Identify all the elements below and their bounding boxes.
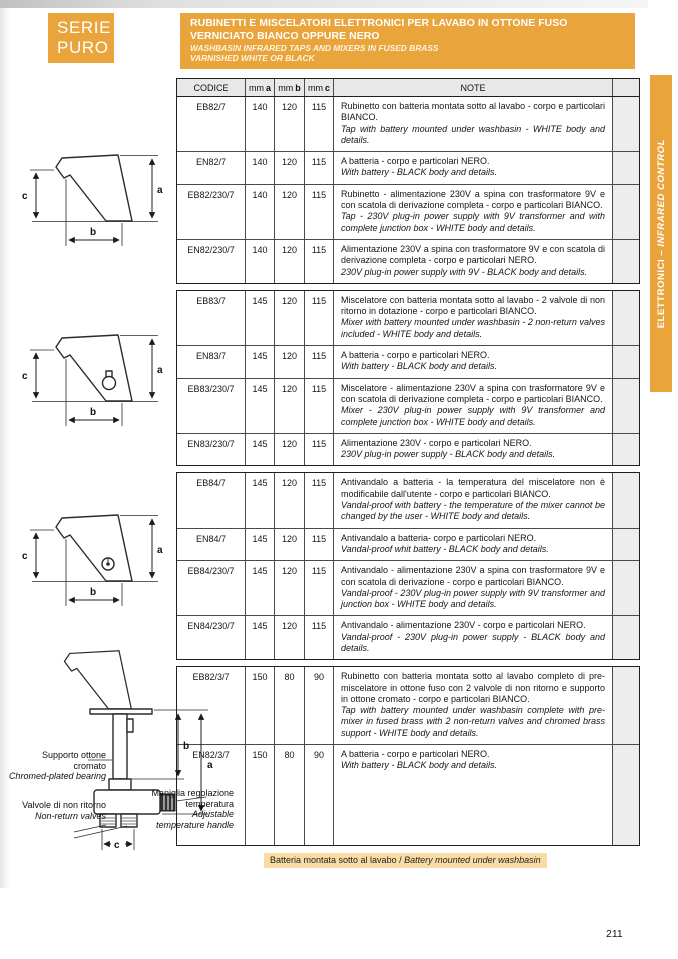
table-row [177, 345, 639, 378]
note-italian: Alimentazione 230V a spina con trasformatore 9V e con scatola di derivazione completa - corpo e particolari NERO. [341, 243, 605, 266]
mm-b-cell: 120 [274, 346, 304, 378]
mm-a-cell: 140 [245, 97, 274, 151]
table-row [177, 433, 639, 466]
header-mm-a: mm a [245, 79, 274, 96]
note-cell [333, 291, 612, 345]
mm-c-cell: 90 [304, 667, 333, 744]
mm-c-cell: 115 [304, 97, 333, 151]
page-number: 211 [606, 928, 623, 940]
table-group [176, 97, 640, 284]
mm-a-cell: 145 [245, 346, 274, 378]
valves-label [8, 800, 106, 821]
support-label-en: Chromed-plated bearing [8, 771, 106, 782]
header-empty [612, 79, 639, 96]
codice-cell: EN83/230/7 [187, 438, 235, 449]
table-row [177, 184, 639, 239]
faucet-diagram-basic [18, 145, 170, 317]
title-italian-line2: VERNICIATO BIANCO OPPURE NERO [190, 30, 380, 42]
table-group [176, 666, 640, 846]
mm-b-cell: 120 [274, 291, 304, 345]
mm-b-cell: 120 [274, 240, 304, 283]
empty-cell [612, 745, 639, 845]
mm-b-cell: 120 [274, 473, 304, 527]
table-row [177, 744, 639, 845]
mm-c-cell: 115 [304, 529, 333, 561]
note-cell [333, 185, 612, 239]
caption-sep: / [396, 855, 405, 865]
product-table [176, 78, 640, 846]
mm-b-cell: 80 [274, 745, 304, 845]
mm-c-cell: 115 [304, 473, 333, 527]
valves-label-it: Valvole di non ritorno [22, 800, 106, 810]
note-english: With battery - BLACK body and details. [341, 167, 497, 178]
mm-b-cell: 120 [274, 616, 304, 659]
caption-it: Batteria montata sotto al lavabo [270, 855, 397, 865]
mm-c-cell: 115 [304, 346, 333, 378]
handle-label-en: Adjustable temperature handle [155, 809, 234, 830]
empty-cell [612, 185, 639, 239]
note-english: Tap with battery mounted under washbasin - WHITE body and details. [341, 123, 605, 145]
table-row [177, 560, 639, 615]
series-line2: PURO [57, 38, 109, 57]
mm-c-cell: 115 [304, 379, 333, 433]
title-english-line2: VARNISHED WHITE OR BLACK [190, 53, 315, 64]
mm-a-cell: 145 [245, 616, 274, 659]
dim-b-label: b [183, 741, 190, 752]
note-english: 230V plug-in power supply with 9V - BLACK body and details. [341, 266, 588, 277]
series-label [48, 13, 114, 63]
empty-cell [612, 473, 639, 527]
note-english: Vandal-proof with battery - the temperature of the mixer cannot be changed by the user - WHITE body and details. [341, 500, 605, 522]
note-italian: Rubinetto con batteria montata sotto al lavabo - corpo e particolari BIANCO. [341, 101, 605, 123]
page-title [180, 13, 635, 69]
codice-cell: EN82/3/7 [192, 750, 230, 761]
codice-cell: EN82/7 [195, 157, 227, 168]
note-english: 230V plug-in power supply - BLACK body and details. [341, 449, 556, 460]
note-english: Vandal-proof - 230V plug-in power supply with 9V transformer and junction box - WHITE body and details. [341, 587, 605, 610]
note-english: Mixer with battery mounted under washbasin - 2 non-return valves included - WHITE body and details. [341, 317, 605, 339]
note-italian: Antivandalo a batteria - la temperatura del miscelatore non è modificabile dall'utente - corpo e particolari BIANCO. [341, 477, 605, 499]
dim-a-label: a [207, 760, 213, 771]
table-row [177, 291, 639, 345]
header-note: NOTE [333, 79, 612, 96]
dim-b-label: b [90, 407, 97, 418]
dim-c-label: c [114, 840, 120, 851]
category-label-en: INFRARED CONTROL [655, 138, 667, 247]
note-cell [333, 529, 612, 561]
battery-caption [264, 853, 547, 868]
empty-cell [612, 529, 639, 561]
note-italian: Antivandalo - alimentazione 230V a spina con trasformatore 9V e con scatola di derivazione - corpo e particolari BIANCO. [341, 565, 605, 587]
mm-b-cell: 120 [274, 529, 304, 561]
table-row [177, 528, 639, 561]
empty-cell [612, 240, 639, 283]
note-italian: Antivandalo a batteria- corpo e particolari NERO. [341, 532, 537, 543]
empty-cell [612, 346, 639, 378]
mm-a-cell: 145 [245, 473, 274, 527]
mm-a-cell: 140 [245, 240, 274, 283]
valves-label-en: Non-return valves [34, 810, 106, 821]
table-group [176, 290, 640, 467]
table-row [177, 151, 639, 184]
empty-cell [612, 561, 639, 615]
mm-a-cell: 150 [245, 667, 274, 744]
empty-cell [612, 152, 639, 184]
mm-c-cell: 115 [304, 152, 333, 184]
category-side-tab [650, 75, 672, 392]
mm-a-cell: 140 [245, 185, 274, 239]
header-mm-b: mm b [274, 79, 304, 96]
handle-label-it: Maniglia regolazione temperatura [151, 788, 234, 809]
note-italian: Miscelatore con batteria montata sotto al lavabo - 2 valvole di non ritorno in dotazione - corpo e particolari BIANCO. [341, 294, 605, 317]
note-cell [333, 97, 612, 151]
category-label [656, 139, 667, 328]
codice-cell: EB84/230/7 [187, 566, 235, 577]
codice-cell: EB84/7 [196, 478, 226, 489]
note-cell [333, 346, 612, 378]
mm-c-cell: 90 [304, 745, 333, 845]
mm-c-cell: 115 [304, 616, 333, 659]
note-cell [333, 561, 612, 615]
dim-c-label: c [22, 551, 28, 562]
table-row [177, 667, 639, 744]
note-english: Vandal-proof - 230V plug-in power supply - BLACK body and details. [341, 631, 605, 653]
note-english: Mixer - 230V plug-in power supply with 9V transformer and complete junction box - WHITE body and details. [341, 405, 605, 427]
mm-a-cell: 150 [245, 745, 274, 845]
codice-cell: EB83/230/7 [187, 383, 235, 394]
dim-a-label: a [157, 545, 163, 556]
codice-cell: EN83/7 [195, 351, 227, 362]
empty-cell [612, 291, 639, 345]
mm-c-cell: 115 [304, 291, 333, 345]
note-english: Vandal-proof whit battery - BLACK body and details. [341, 543, 549, 554]
note-cell [333, 667, 612, 744]
note-cell [333, 473, 612, 527]
support-label [8, 750, 106, 782]
mm-a-cell: 145 [245, 529, 274, 561]
support-label-it: Supporto ottone cromato [41, 750, 106, 771]
mm-c-cell: 115 [304, 185, 333, 239]
screw-dot [106, 562, 110, 566]
codice-cell: EN84/7 [195, 533, 227, 544]
table-row [177, 378, 639, 433]
mm-c-cell: 115 [304, 561, 333, 615]
codice-cell: EB82/3/7 [192, 672, 230, 683]
dim-a-label: a [157, 185, 163, 196]
note-english: Tap - 230V plug-in power supply with 9V transformer and with complete junction box - WHITE body and details. [341, 211, 605, 233]
dim-b-label: b [90, 587, 97, 598]
dim-b-label: b [90, 227, 97, 238]
note-italian: Rubinetto con batteria montata sotto al lavabo completo di pre-miscelatore in ottone fuso con 2 valvole di non ritorno e supporto in ottone cromato - corpo e particolari BIANCO. [341, 671, 605, 704]
note-italian: A batteria - corpo e particolari NERO. [341, 749, 490, 760]
codice-cell: EB82/230/7 [187, 189, 235, 200]
empty-cell [612, 434, 639, 466]
note-italian: Rubinetto - alimentazione 230V a spina con trasformatore 9V e con scatola di derivazione completa - corpo e particolari BIANCO. [341, 188, 605, 211]
note-english: With battery - BLACK body and details. [341, 760, 497, 771]
empty-cell [612, 97, 639, 151]
header-codice: CODICE [193, 82, 229, 93]
note-italian: Alimentazione 230V - corpo e particolari NERO. [341, 437, 532, 448]
mm-a-cell: 145 [245, 379, 274, 433]
table-row [177, 615, 639, 659]
note-cell [333, 434, 612, 466]
note-cell [333, 616, 612, 659]
table-body [176, 97, 640, 846]
mm-b-cell: 120 [274, 97, 304, 151]
note-english: With battery - BLACK body and details. [341, 361, 497, 372]
title-italian-line1: RUBINETTI E MISCELATORI ELETTRONICI PER LAVABO IN OTTONE FUSO [190, 18, 568, 29]
mm-b-cell: 120 [274, 152, 304, 184]
title-english-line1: WASHBASIN INFRARED TAPS AND MIXERS IN FUSED BRASS [190, 43, 439, 54]
mm-a-cell: 145 [245, 434, 274, 466]
mm-c-cell: 115 [304, 434, 333, 466]
mm-b-cell: 120 [274, 561, 304, 615]
faucet-diagram-mixer [18, 325, 170, 497]
mm-b-cell: 80 [274, 667, 304, 744]
table-row [177, 239, 639, 283]
note-italian: A batteria - corpo e particolari NERO. [341, 350, 490, 361]
codice-cell: EB83/7 [196, 295, 226, 306]
mm-c-cell: 115 [304, 240, 333, 283]
series-line1: SERIE [57, 18, 112, 37]
empty-cell [612, 616, 639, 659]
note-cell [333, 240, 612, 283]
mm-a-cell: 140 [245, 152, 274, 184]
mm-a-cell: 145 [245, 561, 274, 615]
dim-a-label: a [157, 365, 163, 376]
table-row [177, 473, 639, 527]
dim-c-label: c [22, 191, 28, 202]
header-mm-c: mm c [304, 79, 333, 96]
table-group [176, 472, 640, 660]
caption-en: Battery mounted under washbasin [404, 855, 541, 865]
mm-a-cell: 145 [245, 291, 274, 345]
note-cell [333, 745, 612, 845]
codice-cell: EB82/7 [196, 102, 226, 112]
note-cell [333, 152, 612, 184]
table-row [177, 97, 639, 151]
note-italian: Miscelatore - alimentazione 230V a spina con trasformatore 9V e con scatola di derivazione completa - corpo e particolari BIANCO. [341, 382, 605, 404]
note-cell [333, 379, 612, 433]
mm-b-cell: 120 [274, 185, 304, 239]
category-label-it: ELETTRONICI – [655, 246, 667, 329]
empty-cell [612, 379, 639, 433]
codice-cell: EN84/230/7 [187, 621, 235, 632]
note-english: Tap with battery mounted under washbasin complete with pre-mixer in fused brass with 2 non-return valves and chromed brass support - WHITE body and details. [341, 705, 605, 738]
handle-label [150, 788, 234, 830]
mm-b-cell: 120 [274, 434, 304, 466]
table-header-row [176, 78, 640, 97]
codice-cell: EN82/230/7 [187, 244, 235, 255]
scan-shadow-top [0, 0, 648, 8]
note-italian: Antivandalo - alimentazione 230V - corpo e particolari NERO. [341, 620, 586, 631]
mm-b-cell: 120 [274, 379, 304, 433]
dim-c-label: c [22, 371, 28, 382]
note-italian: A batteria - corpo e particolari NERO. [341, 156, 490, 167]
empty-cell [612, 667, 639, 744]
